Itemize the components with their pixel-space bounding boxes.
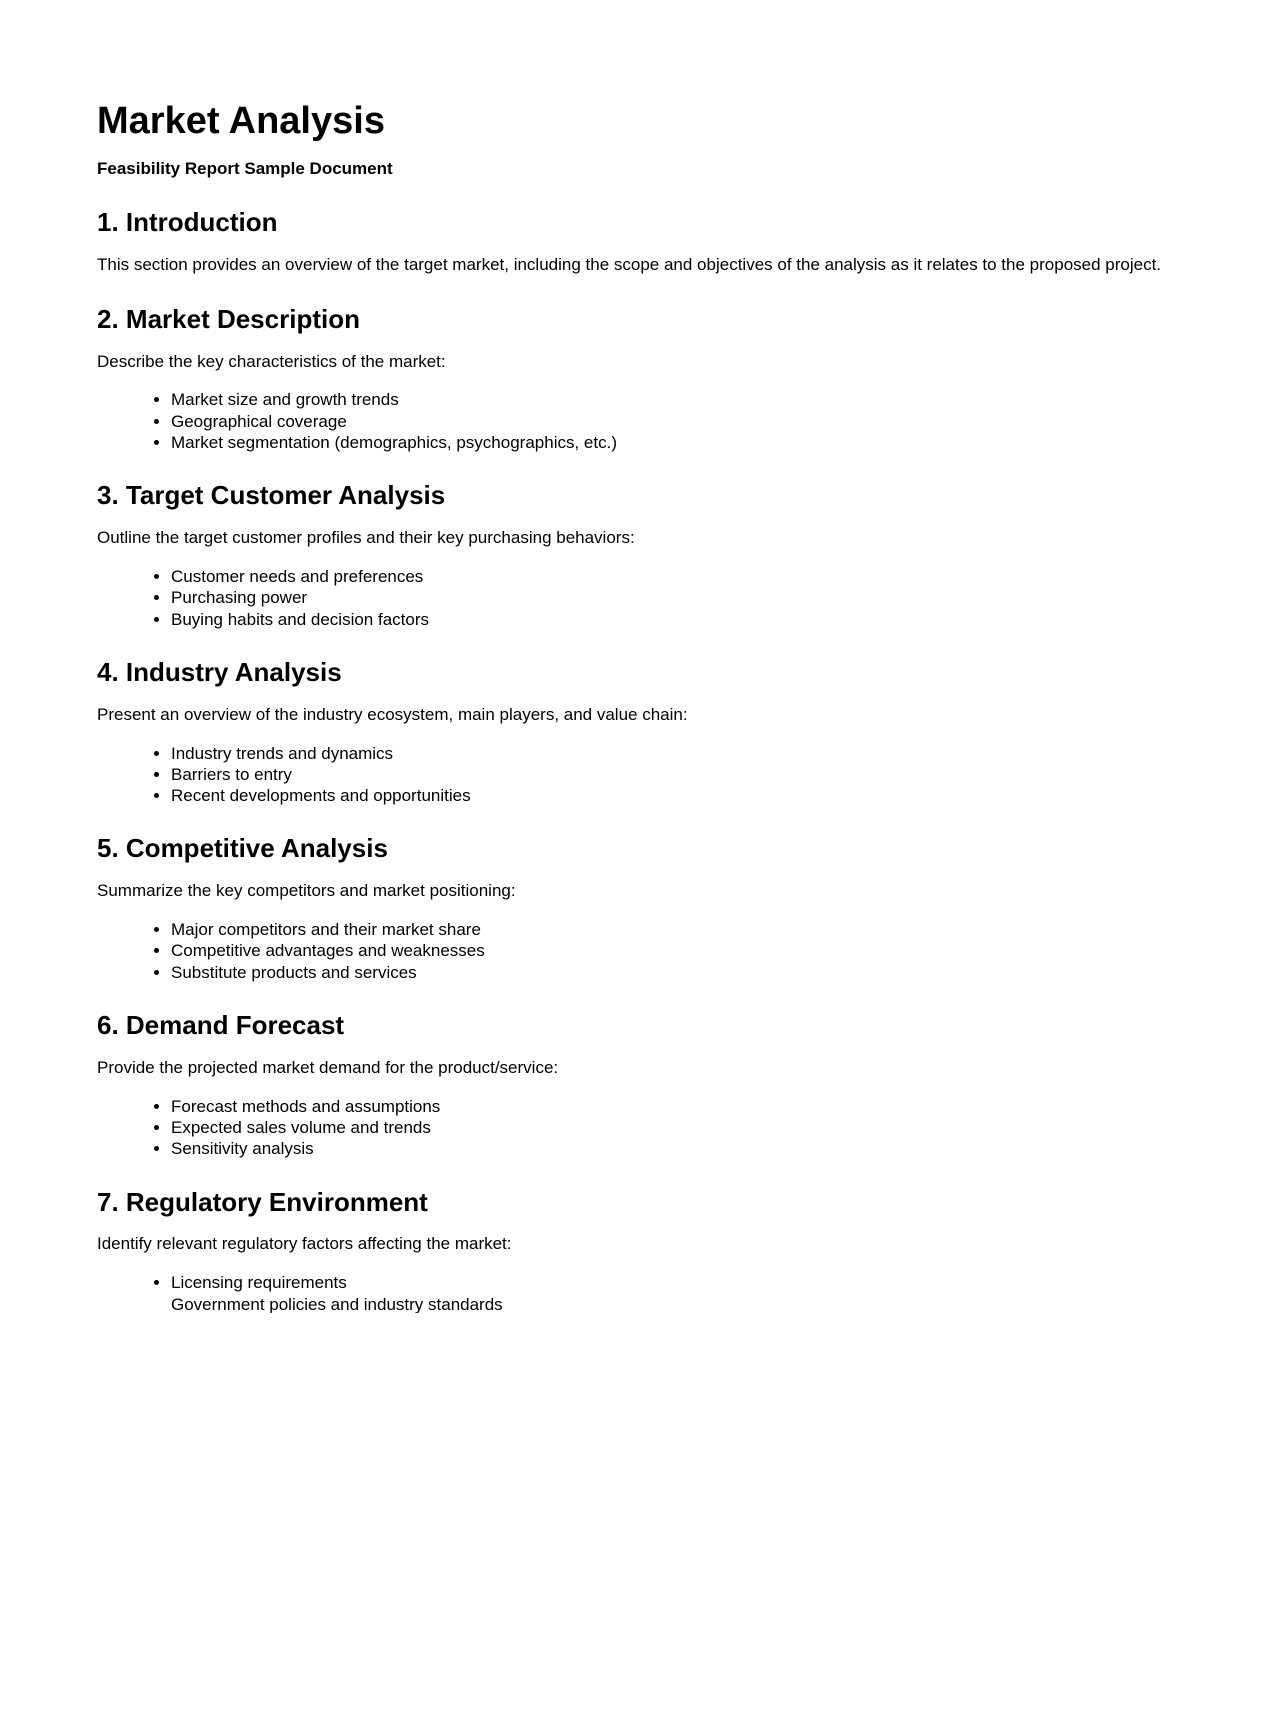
section-description: Describe the key characteristics of the market: [97, 351, 446, 371]
bullet-item: • Substitute products and services [171, 962, 1167, 983]
bullet-item: • Customer needs and preferences [171, 566, 1167, 587]
section-regulatory-environment [97, 1188, 1167, 1313]
bullet-item: • Expected sales volume and trends [171, 1117, 1167, 1138]
bullet-item: • Licensing requirements [171, 1272, 1167, 1293]
section-description: Identify relevant regulatory factors affecting the market: [97, 1234, 512, 1254]
bullet-list [97, 566, 1167, 630]
bullet-list [97, 1272, 1167, 1312]
bullet-list [97, 743, 1167, 807]
bullet-item: • Recent developments and opportunities [171, 785, 1167, 806]
section-target-customer-analysis [97, 481, 1167, 630]
bullet-item: • Industry trends and dynamics [171, 743, 1167, 764]
bullet-list [97, 1096, 1167, 1160]
bullet-item: • Buying habits and decision factors [171, 609, 1167, 630]
bullet-list [97, 919, 1167, 983]
bullet-item: • Purchasing power [171, 587, 1167, 608]
bullet-item: • Geographical coverage [171, 411, 1167, 432]
bullet-item: • Market size and growth trends [171, 389, 1167, 410]
section-heading: 1. Introduction [97, 206, 278, 237]
section-industry-analysis [97, 658, 1167, 807]
bullet-item: • Competitive advantages and weaknesses [171, 940, 1167, 961]
section-heading: 3. Target Customer Analysis [97, 480, 446, 511]
document-subtitle: Feasibility Report Sample Document [97, 158, 393, 178]
section-market-description [97, 305, 1167, 454]
section-competitive-analysis [97, 834, 1167, 983]
section-description: Outline the target customer profiles and their key purchasing behaviors: [97, 528, 635, 548]
section-description: Present an overview of the industry ecosystem, main players, and value chain: [97, 704, 688, 724]
bullet-list [97, 389, 1167, 453]
section-heading: 5. Competitive Analysis [97, 833, 388, 864]
document-title: Market Analysis [97, 100, 385, 142]
section-description: This section provides an overview of the target market, including the scope and objectives of the analysis as it relates to the proposed project. [97, 254, 1162, 274]
bullet-item-clipped: • Government policies and industry standards [171, 1294, 1167, 1313]
section-description: Summarize the key competitors and market positioning: [97, 881, 516, 901]
bullet-item: • Major competitors and their market share [171, 919, 1167, 940]
bullet-item: • Barriers to entry [171, 764, 1167, 785]
section-demand-forecast [97, 1011, 1167, 1160]
bullet-item: • Market segmentation (demographics, psychographics, etc.) [171, 432, 1167, 453]
section-heading: 4. Industry Analysis [97, 656, 342, 687]
section-description: Provide the projected market demand for the product/service: [97, 1057, 559, 1077]
section-heading: 2. Market Description [97, 303, 360, 334]
section-heading: 7. Regulatory Environment [97, 1186, 428, 1217]
section-heading: 6. Demand Forecast [97, 1009, 345, 1040]
section-introduction [97, 208, 1167, 277]
bullet-item: • Sensitivity analysis [171, 1138, 1167, 1159]
bullet-item: • Forecast methods and assumptions [171, 1096, 1167, 1117]
